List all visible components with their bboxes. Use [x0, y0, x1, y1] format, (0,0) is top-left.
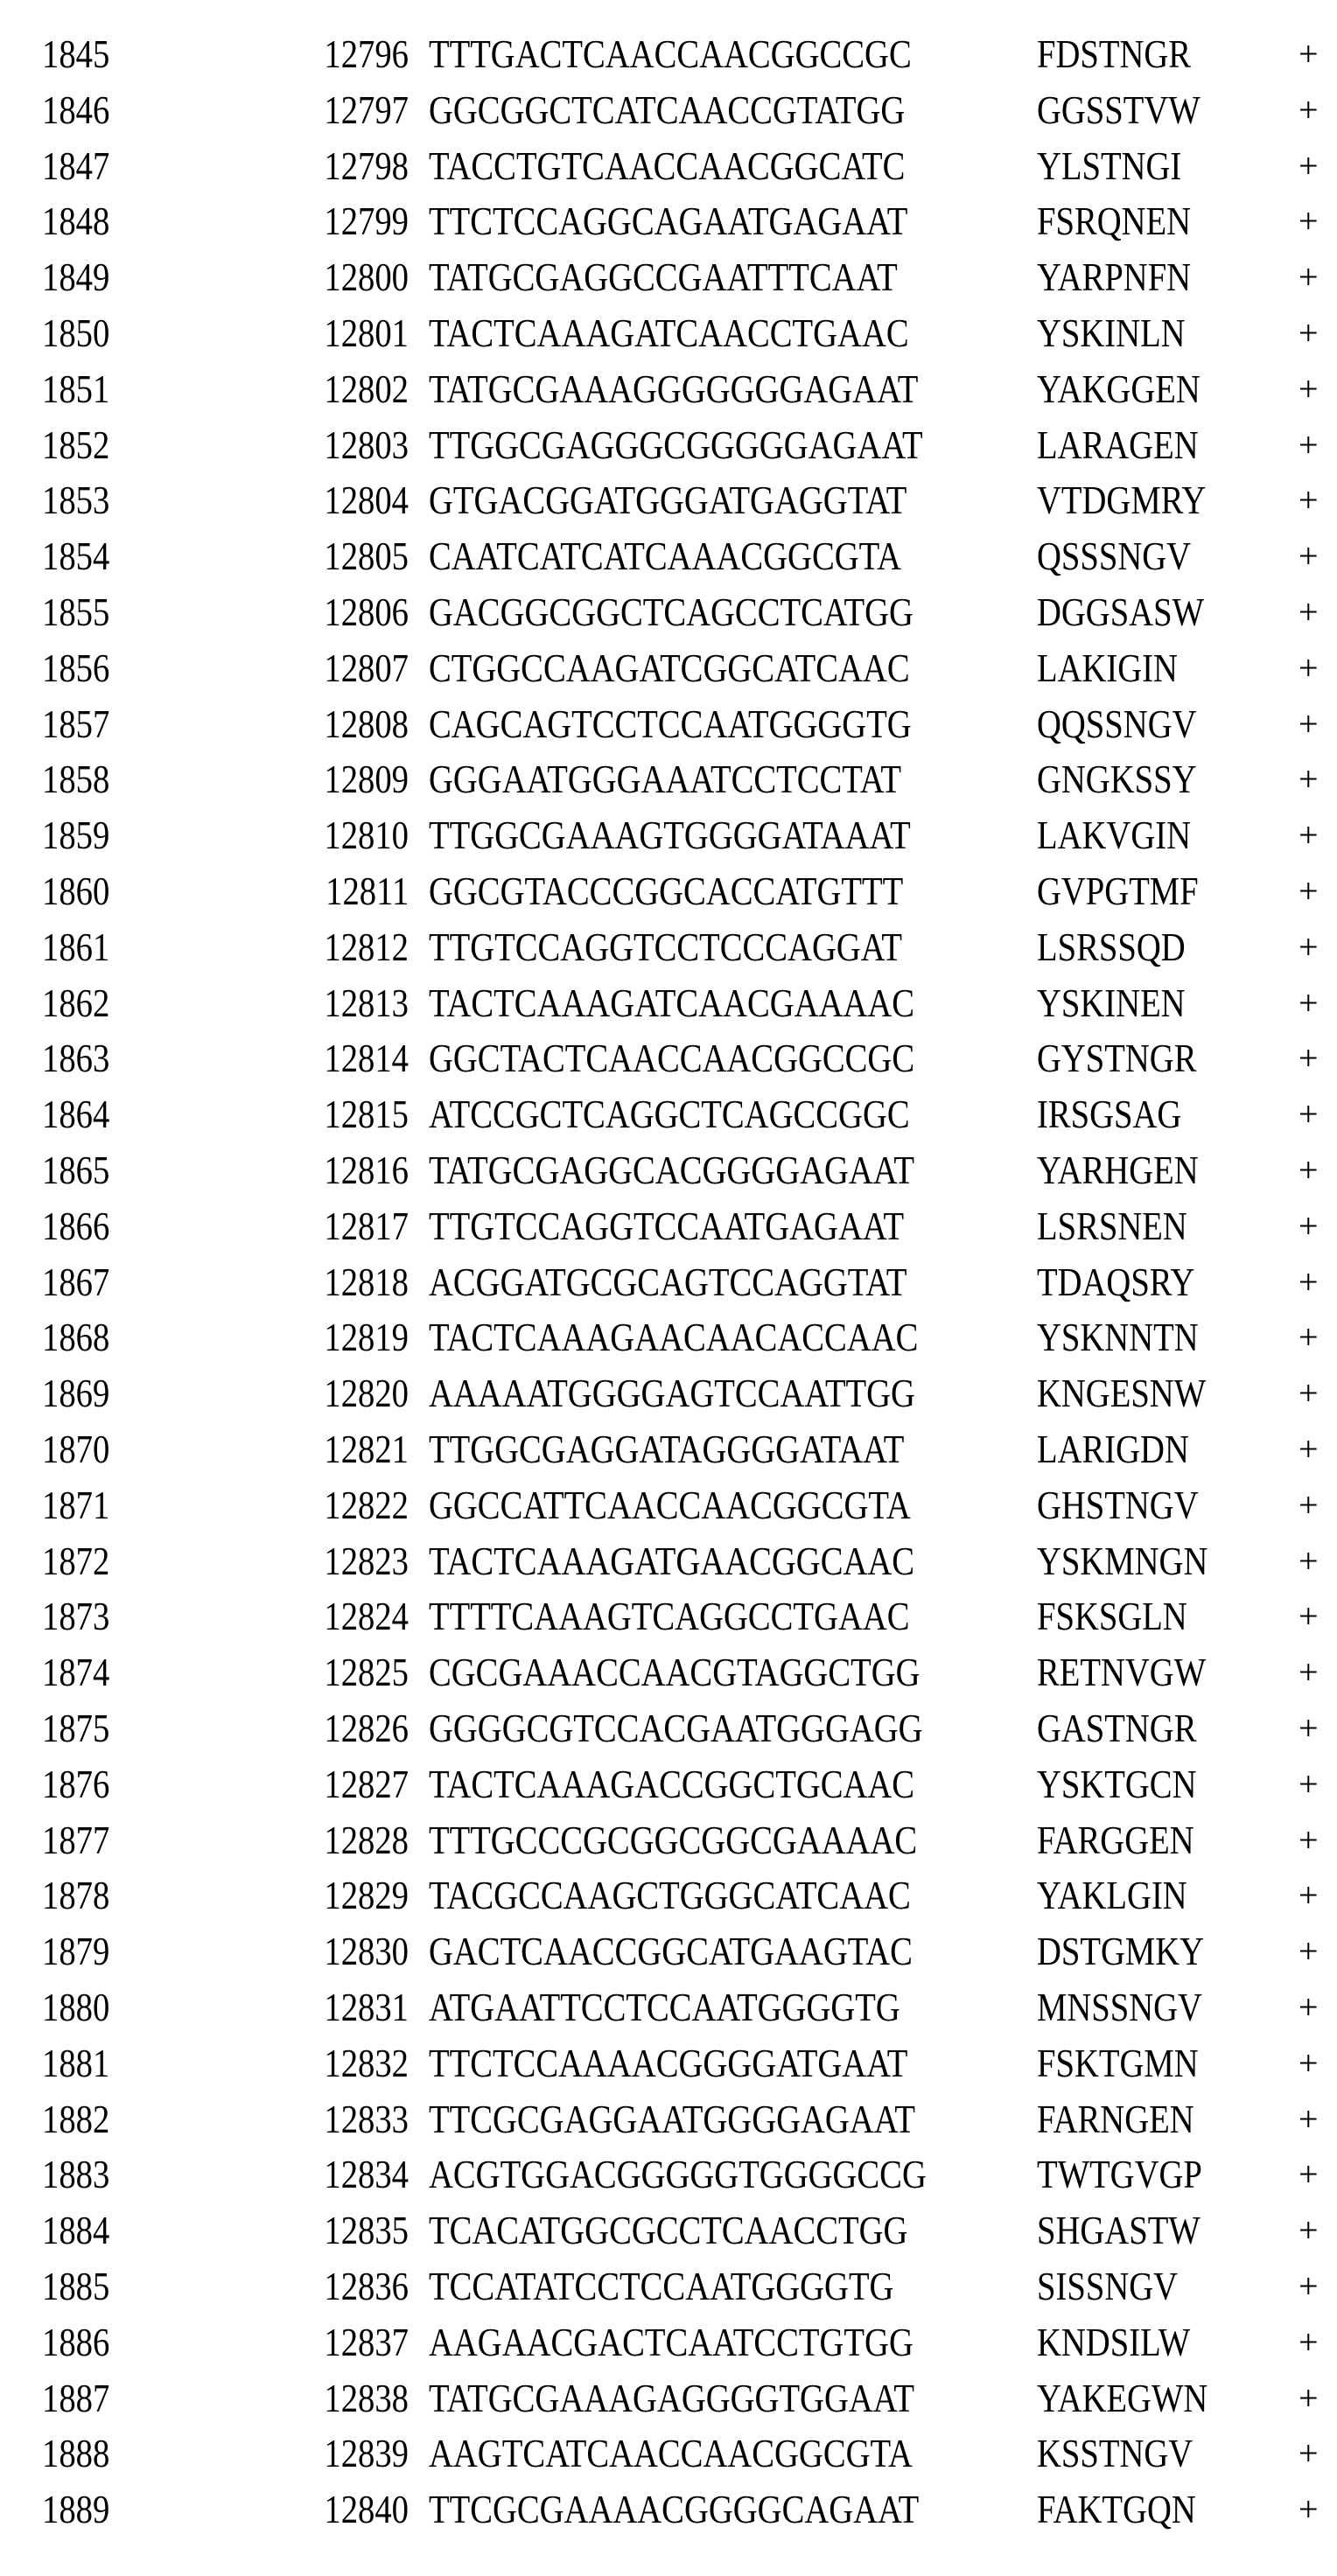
nucleotide-sequence: TATGCGAAAGGGGGGGAGAAT [429, 361, 918, 417]
table-row [0, 1867, 1337, 1923]
table-row [0, 2258, 1337, 2314]
peptide-sequence: RETNVGW [1037, 1644, 1206, 1700]
sequence-number: 12837 [324, 2314, 409, 2370]
peptide-sequence: FSKTGMN [1037, 2035, 1199, 2091]
sequence-number: 12836 [324, 2258, 409, 2314]
strand-sign: + [1298, 1588, 1319, 1644]
strand-sign: + [1298, 1142, 1319, 1198]
sequence-number: 12803 [324, 417, 409, 473]
table-row [0, 1142, 1337, 1198]
peptide-sequence: TDAQSRY [1037, 1254, 1194, 1310]
strand-sign: + [1298, 975, 1319, 1031]
sequence-number: 12838 [324, 2370, 409, 2426]
nucleotide-sequence: GGCCATTCAACCAACGGCGTA [429, 1477, 911, 1533]
nucleotide-sequence: ACGTGGACGGGGGTGGGGCCG [429, 2147, 927, 2203]
nucleotide-sequence: GGGGCGTCCACGAATGGGAGG [429, 1700, 923, 1756]
strand-sign: + [1298, 2203, 1319, 2258]
nucleotide-sequence: AAAAATGGGGAGTCCAATTGG [429, 1365, 915, 1421]
nucleotide-sequence: ACGGATGCGCAGTCCAGGTAT [429, 1254, 906, 1310]
peptide-sequence: YAKEGWN [1037, 2370, 1208, 2426]
seq-id: 1868 [42, 1309, 109, 1365]
nucleotide-sequence: TTGTCCAGGTCCTCCCAGGAT [429, 919, 902, 975]
nucleotide-sequence: TATGCGAGGCACGGGGAGAAT [429, 1142, 914, 1198]
seq-id: 1845 [42, 26, 109, 82]
peptide-sequence: TWTGVGP [1037, 2147, 1202, 2203]
strand-sign: + [1298, 1309, 1319, 1365]
sequence-number: 12798 [324, 138, 409, 194]
table-row [0, 1700, 1337, 1756]
table-row [0, 1923, 1337, 1979]
sequence-number: 12831 [324, 1979, 409, 2035]
peptide-sequence: GASTNGR [1037, 1700, 1196, 1756]
strand-sign: + [1298, 2258, 1319, 2314]
peptide-sequence: GHSTNGV [1037, 1477, 1199, 1533]
peptide-sequence: DSTGMKY [1037, 1923, 1204, 1979]
table-row [0, 1588, 1337, 1644]
table-row [0, 1254, 1337, 1310]
sequence-number: 12827 [324, 1756, 409, 1812]
seq-id: 1887 [42, 2370, 109, 2426]
strand-sign: + [1298, 2370, 1319, 2426]
table-row [0, 2314, 1337, 2370]
seq-id: 1861 [42, 919, 109, 975]
strand-sign: + [1298, 1979, 1319, 2035]
peptide-sequence: FAKTGQN [1037, 2482, 1196, 2538]
seq-id: 1876 [42, 1756, 109, 1812]
nucleotide-sequence: ATCCGCTCAGGCTCAGCCGGC [429, 1086, 910, 1142]
strand-sign: + [1298, 138, 1319, 194]
table-row [0, 1979, 1337, 2035]
strand-sign: + [1298, 1254, 1319, 1310]
seq-id: 1881 [42, 2035, 109, 2091]
seq-id: 1886 [42, 2314, 109, 2370]
seq-id: 1862 [42, 975, 109, 1031]
nucleotide-sequence: TACGCCAAGCTGGGCATCAAC [429, 1867, 911, 1923]
strand-sign: + [1298, 1812, 1319, 1868]
strand-sign: + [1298, 1030, 1319, 1086]
strand-sign: + [1298, 1700, 1319, 1756]
table-row [0, 1756, 1337, 1812]
seq-id: 1852 [42, 417, 109, 473]
strand-sign: + [1298, 751, 1319, 807]
sequence-number: 12804 [324, 472, 409, 528]
strand-sign: + [1298, 1867, 1319, 1923]
strand-sign: + [1298, 2147, 1319, 2203]
strand-sign: + [1298, 2035, 1319, 2091]
strand-sign: + [1298, 472, 1319, 528]
strand-sign: + [1298, 1198, 1319, 1254]
seq-id: 1860 [42, 863, 109, 919]
strand-sign: + [1298, 361, 1319, 417]
peptide-sequence: GVPGTMF [1037, 863, 1199, 919]
nucleotide-sequence: TACTCAAAGATCAACGAAAAC [429, 975, 914, 1031]
table-row [0, 528, 1337, 584]
nucleotide-sequence: GACTCAACCGGCATGAAGTAC [429, 1923, 913, 1979]
nucleotide-sequence: CAATCATCATCAAACGGCGTA [429, 528, 901, 584]
table-row [0, 2482, 1337, 2538]
sequence-number: 12817 [324, 1198, 409, 1254]
peptide-sequence: YARPNFN [1037, 249, 1191, 305]
table-row [0, 361, 1337, 417]
sequence-number: 12802 [324, 361, 409, 417]
sequence-number: 12833 [324, 2091, 409, 2147]
sequence-number: 12825 [324, 1644, 409, 1700]
sequence-number: 12830 [324, 1923, 409, 1979]
strand-sign: + [1298, 417, 1319, 473]
seq-id: 1851 [42, 361, 109, 417]
table-row [0, 2035, 1337, 2091]
seq-id: 1872 [42, 1533, 109, 1589]
table-row [0, 2370, 1337, 2426]
seq-id: 1877 [42, 1812, 109, 1868]
peptide-sequence: QQSSNGV [1037, 696, 1197, 752]
table-row [0, 472, 1337, 528]
table-row [0, 82, 1337, 138]
sequence-number: 12821 [324, 1421, 409, 1477]
sequence-number: 12796 [324, 26, 409, 82]
nucleotide-sequence: GGCTACTCAACCAACGGCCGC [429, 1030, 914, 1086]
seq-id: 1873 [42, 1588, 109, 1644]
sequence-number: 12818 [324, 1254, 409, 1310]
strand-sign: + [1298, 1365, 1319, 1421]
seq-id: 1853 [42, 472, 109, 528]
peptide-sequence: FARNGEN [1037, 2091, 1194, 2147]
sequence-number: 12800 [324, 249, 409, 305]
table-row [0, 138, 1337, 194]
table-row [0, 2203, 1337, 2258]
table-row [0, 1812, 1337, 1868]
seq-id: 1859 [42, 807, 109, 863]
nucleotide-sequence: TTCGCGAAAACGGGGCAGAAT [429, 2482, 919, 2538]
seq-id: 1863 [42, 1030, 109, 1086]
sequence-number: 12797 [324, 82, 409, 138]
sequence-number: 12815 [324, 1086, 409, 1142]
seq-id: 1855 [42, 584, 109, 640]
sequence-number: 12807 [324, 640, 409, 696]
table-row [0, 863, 1337, 919]
table-row [0, 1644, 1337, 1700]
peptide-sequence: GYSTNGR [1037, 1030, 1196, 1086]
peptide-sequence: YSKINEN [1037, 975, 1186, 1031]
peptide-sequence: MNSSNGV [1037, 1979, 1202, 2035]
table-row [0, 975, 1337, 1031]
strand-sign: + [1298, 2091, 1319, 2147]
table-row [0, 1421, 1337, 1477]
nucleotide-sequence: AAGAACGACTCAATCCTGTGG [429, 2314, 914, 2370]
nucleotide-sequence: TACTCAAAGATGAACGGCAAC [429, 1533, 914, 1589]
nucleotide-sequence: TACTCAAAGACCGGCTGCAAC [429, 1756, 914, 1812]
sequence-number: 12814 [324, 1030, 409, 1086]
seq-id: 1889 [42, 2482, 109, 2538]
table-row [0, 919, 1337, 975]
strand-sign: + [1298, 2314, 1319, 2370]
seq-id: 1870 [42, 1421, 109, 1477]
peptide-sequence: LAKIGIN [1037, 640, 1178, 696]
peptide-sequence: YAKGGEN [1037, 361, 1200, 417]
peptide-sequence: LAKVGIN [1037, 807, 1191, 863]
seq-id: 1875 [42, 1700, 109, 1756]
strand-sign: + [1298, 193, 1319, 249]
nucleotide-sequence: ATGAATTCCTCCAATGGGGTG [429, 1979, 900, 2035]
sequence-number: 12801 [324, 305, 409, 361]
nucleotide-sequence: GACGGCGGCTCAGCCTCATGG [429, 584, 914, 640]
seq-id: 1857 [42, 696, 109, 752]
seq-id: 1850 [42, 305, 109, 361]
table-row [0, 26, 1337, 82]
peptide-sequence: YSKNNTN [1037, 1309, 1199, 1365]
peptide-sequence: LSRSSQD [1037, 919, 1186, 975]
table-row [0, 1477, 1337, 1533]
seq-id: 1864 [42, 1086, 109, 1142]
seq-id: 1884 [42, 2203, 109, 2258]
strand-sign: + [1298, 528, 1319, 584]
strand-sign: + [1298, 1086, 1319, 1142]
peptide-sequence: DGGSASW [1037, 584, 1204, 640]
nucleotide-sequence: TTTGCCCGCGGCGGCGAAAAC [429, 1812, 917, 1868]
sequence-number: 12808 [324, 696, 409, 752]
seq-id: 1858 [42, 751, 109, 807]
sequence-number: 12811 [326, 863, 409, 919]
sequence-number: 12832 [324, 2035, 409, 2091]
sequence-number: 12809 [324, 751, 409, 807]
sequence-number: 12816 [324, 1142, 409, 1198]
strand-sign: + [1298, 1421, 1319, 1477]
strand-sign: + [1298, 26, 1319, 82]
strand-sign: + [1298, 2426, 1319, 2482]
table-row [0, 2426, 1337, 2482]
peptide-sequence: YSKMNGN [1037, 1533, 1208, 1589]
seq-id: 1846 [42, 82, 109, 138]
sequence-number: 12829 [324, 1867, 409, 1923]
table-row [0, 249, 1337, 305]
sequence-number: 12824 [324, 1588, 409, 1644]
seq-id: 1867 [42, 1254, 109, 1310]
seq-id: 1856 [42, 640, 109, 696]
peptide-sequence: LARAGEN [1037, 417, 1199, 473]
peptide-sequence: YARHGEN [1037, 1142, 1199, 1198]
seq-id: 1882 [42, 2091, 109, 2147]
seq-id: 1885 [42, 2258, 109, 2314]
seq-id: 1874 [42, 1644, 109, 1700]
strand-sign: + [1298, 863, 1319, 919]
table-row [0, 2091, 1337, 2147]
table-row [0, 2147, 1337, 2203]
peptide-sequence: KSSTNGV [1037, 2426, 1193, 2482]
table-row [0, 807, 1337, 863]
table-row [0, 305, 1337, 361]
seq-id: 1849 [42, 249, 109, 305]
seq-id: 1880 [42, 1979, 109, 2035]
peptide-sequence: GNGKSSY [1037, 751, 1197, 807]
peptide-sequence: SISSNGV [1037, 2258, 1178, 2314]
table-row [0, 417, 1337, 473]
strand-sign: + [1298, 584, 1319, 640]
seq-id: 1854 [42, 528, 109, 584]
nucleotide-sequence: TACCTGTCAACCAACGGCATC [429, 138, 905, 194]
nucleotide-sequence: GTGACGGATGGGATGAGGTAT [429, 472, 906, 528]
sequence-number: 12799 [324, 193, 409, 249]
nucleotide-sequence: TATGCGAGGCCGAATTTCAAT [429, 249, 898, 305]
peptide-sequence: YAKLGIN [1037, 1867, 1187, 1923]
strand-sign: + [1298, 696, 1319, 752]
nucleotide-sequence: TTTTCAAAGTCAGGCCTGAAC [429, 1588, 910, 1644]
strand-sign: + [1298, 1644, 1319, 1700]
strand-sign: + [1298, 82, 1319, 138]
strand-sign: + [1298, 1477, 1319, 1533]
table-row [0, 1533, 1337, 1589]
nucleotide-sequence: GGCGTACCCGGCACCATGTTT [429, 863, 903, 919]
nucleotide-sequence: TTTGACTCAACCAACGGCCGC [429, 26, 912, 82]
seq-id: 1879 [42, 1923, 109, 1979]
nucleotide-sequence: TATGCGAAAGAGGGGTGGAAT [429, 2370, 914, 2426]
peptide-sequence: IRSGSAG [1037, 1086, 1181, 1142]
peptide-sequence: KNGESNW [1037, 1365, 1206, 1421]
peptide-sequence: VTDGMRY [1037, 472, 1206, 528]
nucleotide-sequence: TACTCAAAGAACAACACCAAC [429, 1309, 918, 1365]
table-row [0, 640, 1337, 696]
sequence-number: 12813 [324, 975, 409, 1031]
nucleotide-sequence: CTGGCCAAGATCGGCATCAAC [429, 640, 910, 696]
sequence-number: 12812 [324, 919, 409, 975]
nucleotide-sequence: TTGGCGAGGATAGGGGATAAT [429, 1421, 904, 1477]
sequence-number: 12820 [324, 1365, 409, 1421]
sequence-number: 12823 [324, 1533, 409, 1589]
table-row [0, 193, 1337, 249]
peptide-sequence: FDSTNGR [1037, 26, 1191, 82]
sequence-number: 12835 [324, 2203, 409, 2258]
peptide-sequence: KNDSILW [1037, 2314, 1190, 2370]
seq-id: 1888 [42, 2426, 109, 2482]
nucleotide-sequence: GGCGGCTCATCAACCGTATGG [429, 82, 905, 138]
peptide-sequence: YLSTNGI [1037, 138, 1181, 194]
sequence-number: 12806 [324, 584, 409, 640]
peptide-sequence: FSRQNEN [1037, 193, 1191, 249]
nucleotide-sequence: TTGGCGAGGGCGGGGGAGAAT [429, 417, 923, 473]
seq-id: 1878 [42, 1867, 109, 1923]
peptide-sequence: YSKINLN [1037, 305, 1186, 361]
seq-id: 1847 [42, 138, 109, 194]
sequence-number: 12822 [324, 1477, 409, 1533]
table-row [0, 584, 1337, 640]
strand-sign: + [1298, 807, 1319, 863]
strand-sign: + [1298, 1756, 1319, 1812]
sequence-number: 12834 [324, 2147, 409, 2203]
strand-sign: + [1298, 919, 1319, 975]
seq-id: 1865 [42, 1142, 109, 1198]
nucleotide-sequence: TTGGCGAAAGTGGGGATAAAT [429, 807, 911, 863]
strand-sign: + [1298, 1533, 1319, 1589]
nucleotide-sequence: TACTCAAAGATCAACCTGAAC [429, 305, 909, 361]
nucleotide-sequence: TCACATGGCGCCTCAACCTGG [429, 2203, 907, 2258]
sequence-number: 12810 [324, 807, 409, 863]
nucleotide-sequence: TTCGCGAGGAATGGGGAGAAT [429, 2091, 915, 2147]
table-row [0, 1198, 1337, 1254]
peptide-sequence: FARGGEN [1037, 1812, 1194, 1868]
peptide-sequence: FSKSGLN [1037, 1588, 1187, 1644]
nucleotide-sequence: TTGTCCAGGTCCAATGAGAAT [429, 1198, 904, 1254]
nucleotide-sequence: TTCTCCAAAACGGGGATGAAT [429, 2035, 907, 2091]
sequence-number: 12805 [324, 528, 409, 584]
table-row [0, 1365, 1337, 1421]
seq-id: 1883 [42, 2147, 109, 2203]
seq-id: 1866 [42, 1198, 109, 1254]
sequence-number: 12828 [324, 1812, 409, 1868]
peptide-sequence: LSRSNEN [1037, 1198, 1187, 1254]
sequence-number: 12826 [324, 1700, 409, 1756]
nucleotide-sequence: CAGCAGTCCTCCAATGGGGTG [429, 696, 912, 752]
sequence-number: 12840 [324, 2482, 409, 2538]
nucleotide-sequence: TTCTCCAGGCAGAATGAGAAT [429, 193, 907, 249]
strand-sign: + [1298, 1923, 1319, 1979]
nucleotide-sequence: GGGAATGGGAAATCCTCCTAT [429, 751, 901, 807]
seq-id: 1869 [42, 1365, 109, 1421]
strand-sign: + [1298, 249, 1319, 305]
sequence-number: 12839 [324, 2426, 409, 2482]
nucleotide-sequence: CGCGAAACCAACGTAGGCTGG [429, 1644, 920, 1700]
seq-id: 1871 [42, 1477, 109, 1533]
strand-sign: + [1298, 2482, 1319, 2538]
table-row [0, 1309, 1337, 1365]
nucleotide-sequence: TCCATATCCTCCAATGGGGTG [429, 2258, 893, 2314]
peptide-sequence: GGSSTVW [1037, 82, 1200, 138]
nucleotide-sequence: AAGTCATCAACCAACGGCGTA [429, 2426, 913, 2482]
peptide-sequence: QSSSNGV [1037, 528, 1191, 584]
sequence-number: 12819 [324, 1309, 409, 1365]
table-row [0, 751, 1337, 807]
peptide-sequence: SHGASTW [1037, 2203, 1200, 2258]
table-row [0, 696, 1337, 752]
strand-sign: + [1298, 305, 1319, 361]
peptide-sequence: YSKTGCN [1037, 1756, 1196, 1812]
strand-sign: + [1298, 640, 1319, 696]
peptide-sequence: LARIGDN [1037, 1421, 1189, 1477]
table-row [0, 1086, 1337, 1142]
seq-id: 1848 [42, 193, 109, 249]
table-row [0, 1030, 1337, 1086]
